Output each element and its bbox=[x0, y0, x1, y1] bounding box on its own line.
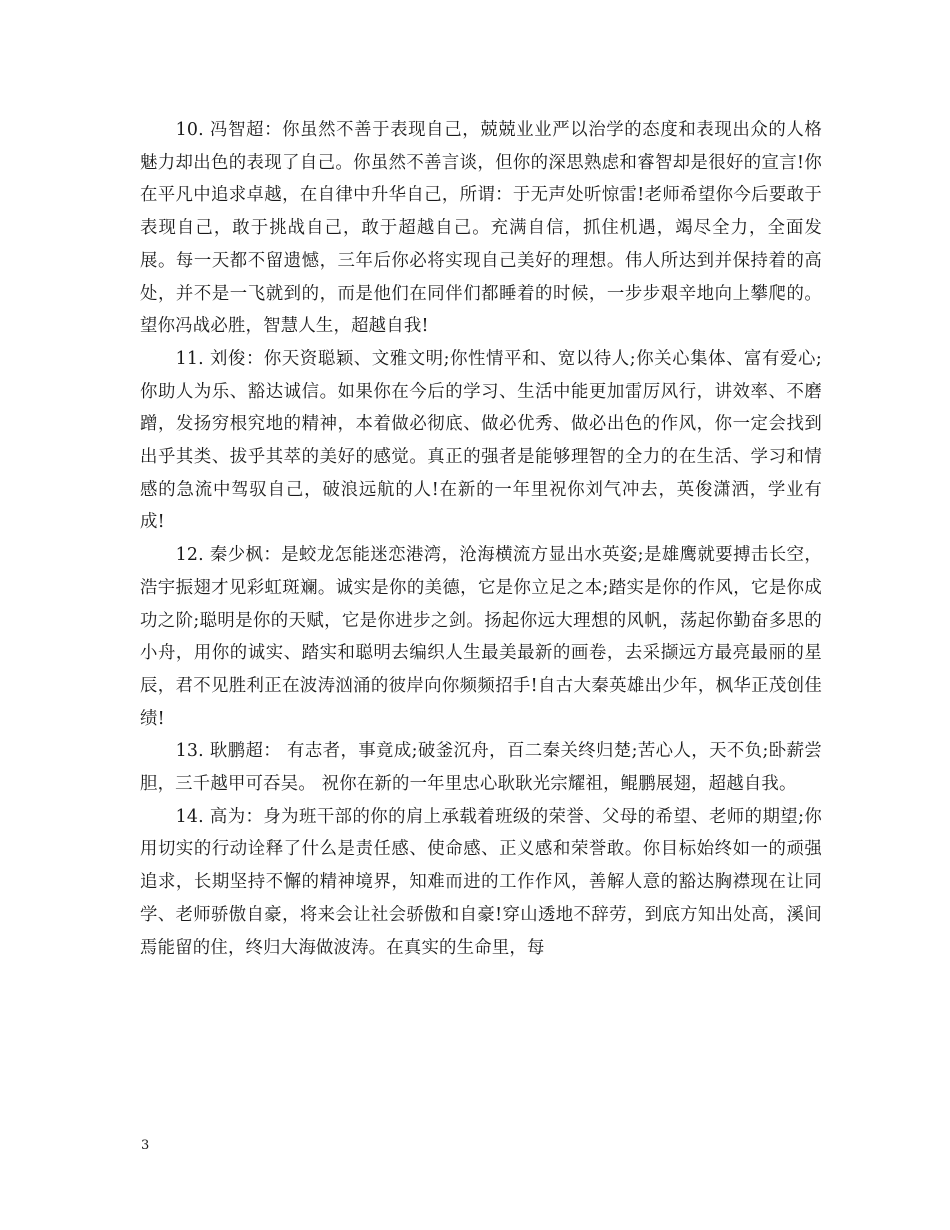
paragraph-14: 14. 高为：身为班干部的你的肩上承载着班级的荣誉、父母的希望、老师的期望;你用切实的行动诠释了什么是责任感、使命感、正义感和荣誉敢。你目标始终如一的顽强追求，长期坚持不懈的精神境界，知难而进的工作作风，善解人意的豁达胸襟现在让同学、老师骄傲自豪，将来会让社会骄傲和自豪!穿山透地不辞劳，到底方知出处高，溪间焉能留的住，终归大海做波涛。在真实的生命里，每 bbox=[140, 806, 822, 958]
page-number: 3 bbox=[141, 1138, 150, 1153]
paragraph-13: 13. 耿鹏超： 有志者，事竟成;破釜沉舟，百二秦关终归楚;苦心人，天不负;卧薪尝胆，三千越甲可吞吴。 祝你在新的一年里忠心耿耿光宗耀祖，鲲鹏展翅，超越自我。 bbox=[140, 741, 822, 795]
paragraph-11: 11. 刘俊：你天资聪颖、文雅文明;你性情平和、宽以待人;你关心集体、富有爱心;你助人为乐、豁达诚信。如果你在今后的学习、生活中能更加雷厉风行，讲效率、不磨蹭，发扬穷根究地的精神，本着做必彻底、做必优秀、做必出色的作风，你一定会找到出乎其类、拔乎其萃的美好的感觉。真正的强者是能够理智的全力的在生活、学习和情感的急流中驾驭自己，破浪远航的人!在新的一年里祝你刘气冲去，英俊潇洒，学业有成! bbox=[140, 348, 822, 533]
paragraph-12: 12. 秦少枫：是蛟龙怎能迷恋港湾，沧海横流方显出水英姿;是雄鹰就要搏击长空，浩宇振翅才见彩虹斑斓。诚实是你的美德，它是你立足之本;踏实是你的作风，它是你成功之阶;聪明是你的天赋，它是你进步之剑。扬起你远大理想的风帆，荡起你勤奋多思的小舟，用你的诚实、踏实和聪明去编织人生最美最新的画卷，去采撷远方最亮最丽的星辰，君不见胜利正在波涛汹涌的彼岸向你频频招手!自古大秦英雄出少年，枫华正茂创佳绩! bbox=[140, 545, 822, 729]
document-body bbox=[140, 114, 822, 964]
paragraph-10: 10. 冯智超：你虽然不善于表现自己，兢兢业业严以治学的态度和表现出众的人格魅力却出色的表现了自己。你虽然不善言谈，但你的深思熟虑和睿智却是很好的宣言!你在平凡中追求卓越，在自律中升华自己，所谓：于无声处听惊雷!老师希望你今后要敢于表现自己，敢于挑战自己，敢于超越自己。充满自信，抓住机遇，竭尽全力，全面发展。每一天都不留遗憾，三年后你必将实现自己美好的理想。伟人所达到并保持着的高处，并不是一飞就到的，而是他们在同伴们都睡着的时候，一步步艰辛地向上攀爬的。望你冯战必胜，智慧人生，超越自我! bbox=[140, 120, 822, 337]
